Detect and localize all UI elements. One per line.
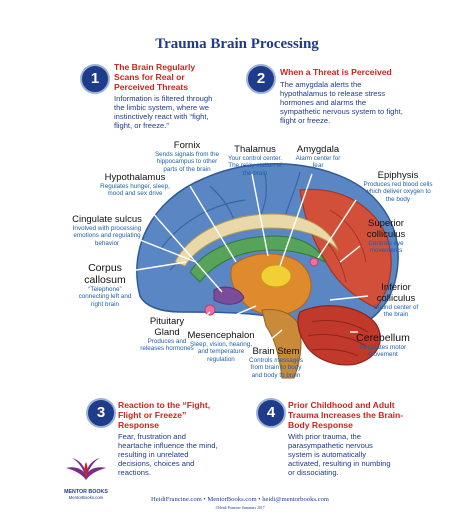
step-2-title: When a Threat is Perceived	[280, 67, 392, 77]
pituitary-gland-desc: Produces and releases hormones	[140, 338, 194, 353]
step-1-title: The Brain Regularly Scans for Real or Perceived Threats	[114, 62, 196, 92]
amygdala-label	[290, 144, 346, 170]
cingulate-sulcus-desc: Involved with processing emotions and regulating behavior	[72, 225, 142, 247]
epiphysis-desc: Produces red blood cells which deliver oxygen to the body	[363, 181, 433, 203]
step-4-title: Prior Childhood and Adult Trauma Increases the Brain-Body Response	[288, 400, 404, 430]
footer-contact: HeidiFrancine.com • MentorBooks.com • heidi@mentorbooks.com	[151, 496, 329, 503]
fornix-desc: Sends signals from the hippocampus to other parts of the brain	[154, 151, 220, 173]
step-2-body: The amygdala alerts the hypothalamus to release stress hormones and alarms the sympathetic nervous system to fight, flight or freeze.	[280, 80, 403, 125]
brain-stem-desc: Controls messages from brain to body and body to brain	[249, 357, 303, 379]
epiphysis-label	[362, 170, 434, 203]
brain-stem-name: Brain Stem	[252, 346, 300, 357]
cingulate-sulcus-label	[64, 214, 150, 247]
mesencephalon-desc: Sleep, vision, hearing, and temperature regulation	[190, 341, 252, 363]
amygdala-desc: Alarm center for fear	[295, 155, 341, 170]
thalamus-label	[224, 144, 286, 177]
cerebellum-label	[350, 332, 416, 359]
pituitary-gland-name: Pituitary Gland	[149, 316, 185, 338]
copyright: ©Heidi Francine Summers 2017	[215, 506, 265, 510]
step-1-badge: 1	[80, 64, 110, 94]
thalamus-name: Thalamus	[234, 144, 276, 155]
epiphysis-name: Epiphysis	[377, 170, 419, 181]
mesencephalon-name: Mesencephalon	[187, 330, 255, 341]
cingulate-sulcus-name: Cingulate sulcus	[72, 214, 142, 225]
corpus-callosum-label	[74, 262, 136, 308]
step-4-body: With prior trauma, the parasympathetic nervous system is automatically activated, resulting in numbing or dissociating.	[288, 432, 391, 477]
step-3-body: Fear, frustration and heartache influence the mind, resulting in unrelated decisions, choices and reactions.	[118, 432, 218, 477]
superior-colliculus-label	[360, 218, 412, 255]
superior-colliculus-desc: Controls eye movements	[368, 240, 404, 255]
step-1-body: Information is filtered through the limbic system, where we instinctively react with “fight, flight, or freeze.”	[114, 94, 213, 130]
cerebellum-name: Cerebellum	[356, 332, 410, 344]
phoenix-icon	[64, 456, 108, 482]
step-3-title: Reaction to the “Fight, Flight or Freeze” Response	[118, 400, 211, 430]
step-2-badge: 2	[246, 64, 276, 94]
fornix-label	[154, 140, 220, 173]
cerebellum-desc: Regulates motor movement	[359, 344, 407, 359]
brain-stem-label	[248, 346, 304, 379]
amygdala-name: Amygdala	[296, 144, 340, 155]
mesencephalon-label	[186, 330, 256, 363]
step-4-badge: 4	[256, 398, 286, 428]
step-3-badge: 3	[86, 398, 116, 428]
inferior-colliculus-desc: Sound center of the brain	[373, 304, 419, 319]
hypothalamus-label	[96, 172, 174, 198]
inferior-colliculus-label	[370, 282, 422, 319]
corpus-callosum-desc: “Telephone” connecting left and right brain	[78, 286, 132, 308]
mentor-books-logo	[64, 456, 108, 500]
thalamus-desc: Your control center. The relay station of the brain	[227, 155, 283, 177]
hypothalamus-desc: Regulates hunger, sleep, mood and sex drive	[100, 183, 170, 198]
logo-url: MentorBooks.com	[68, 495, 104, 500]
hypothalamus-name: Hypothalamus	[104, 172, 166, 183]
corpus-callosum-name: Corpus callosum	[84, 262, 126, 286]
superior-colliculus-name: Superior colliculus	[366, 218, 406, 240]
inferior-colliculus-name: Inferior colliculus	[376, 282, 416, 304]
fornix-name: Fornix	[173, 140, 201, 151]
logo-name: MENTOR BOOKS	[64, 489, 108, 495]
page-title: Trauma Brain Processing	[155, 36, 319, 52]
